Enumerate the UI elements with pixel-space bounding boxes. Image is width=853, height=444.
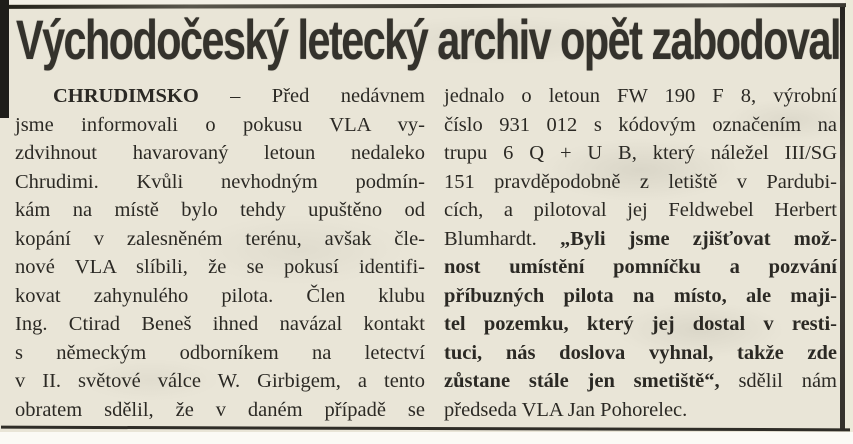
text-line	[444, 82, 837, 111]
text-segment: v II. světové válce W. Girbigem, a tento	[15, 370, 425, 392]
text-line	[15, 339, 425, 368]
text-segment: Blumhardt.	[444, 227, 560, 250]
text-line	[15, 168, 425, 197]
text-line	[15, 139, 425, 168]
text-segment: nové VLA slíbili, že se pokusí identifi-	[15, 256, 425, 278]
text-line	[444, 168, 837, 197]
text-segment: s německým odborníkem na letectví	[15, 341, 425, 364]
text-line	[15, 253, 425, 282]
article-headline	[16, 9, 840, 73]
text-line	[444, 310, 837, 339]
text-line	[444, 282, 837, 311]
text-line	[444, 111, 837, 140]
text-line	[15, 196, 425, 225]
text-segment: číslo 931 012 s kódovým označením na	[444, 113, 837, 136]
text-segment: předseda VLA Jan Pohorelec.	[444, 398, 688, 421]
scan-margin-right	[845, 0, 853, 444]
text-segment: trupu 6 Q + U B, který náležel III/SG	[444, 142, 837, 164]
text-segment: obratem sdělil, že v daném případě se	[15, 398, 425, 421]
text-segment: sdělil nám	[719, 370, 837, 392]
text-segment: jednalo o letoun FW 190 F 8, výrobní	[444, 85, 837, 107]
text-line	[444, 339, 837, 368]
text-line	[15, 367, 425, 396]
text-line	[444, 196, 837, 225]
bold-text-segment: tel pozemku, který jej dostal v resti-	[444, 313, 837, 335]
bold-text-segment: „Byli jsme zjišťovat mož-	[559, 227, 838, 250]
text-segment: Ing. Ctirad Beneš ihned navázal kontakt	[15, 313, 425, 335]
article-column-right	[444, 82, 837, 424]
text-line	[15, 111, 425, 140]
bold-text-segment: tuci, nás doslova vyhnal, takže zde	[444, 341, 837, 364]
bold-text-segment: nost umístění pomníčku a pozvání	[444, 256, 837, 278]
text-segment: zdvihnout havarovaný letoun nedaleko	[15, 142, 425, 164]
text-line	[444, 396, 837, 425]
text-line	[15, 310, 425, 339]
text-line	[15, 396, 425, 425]
text-segment: – Před nedávnem	[198, 85, 425, 107]
text-line	[15, 225, 425, 254]
scan-border-right	[840, 7, 845, 429]
scan-border-left	[0, 0, 9, 118]
text-segment: jsme informovali o pokusu VLA vy-	[15, 113, 425, 136]
text-line	[444, 139, 837, 168]
text-segment: kám na místě bylo tehdy upuštěno od	[15, 199, 425, 221]
text-segment: cích, a pilotoval jej Feldwebel Herbert	[444, 199, 837, 221]
bold-text-segment: CHRUDIMSKO	[53, 85, 199, 107]
text-segment: kovat zahynulého pilota. Člen klubu	[15, 284, 425, 307]
bold-text-segment: zůstane stále jen smetiště“,	[444, 370, 720, 392]
text-segment: 151 pravděpodobně z letiště v Pardubi-	[444, 170, 837, 193]
text-line	[444, 367, 837, 396]
text-segment: Chrudimi. Kvůli nevhodným podmín-	[15, 170, 425, 193]
article-headline-text: Východočeský letecký archiv opět zabodoval	[16, 8, 840, 71]
text-line	[444, 253, 837, 282]
text-line	[15, 82, 425, 111]
text-line	[444, 225, 837, 254]
article-column-left	[15, 82, 425, 424]
bold-text-segment: příbuzných pilota na místo, ale maji-	[444, 284, 837, 307]
scan-margin-bottom	[0, 432, 853, 444]
scan-border-bottom	[1, 426, 850, 432]
text-segment: kopání v zalesněném terénu, avšak čle-	[15, 227, 425, 250]
text-line	[15, 282, 425, 311]
